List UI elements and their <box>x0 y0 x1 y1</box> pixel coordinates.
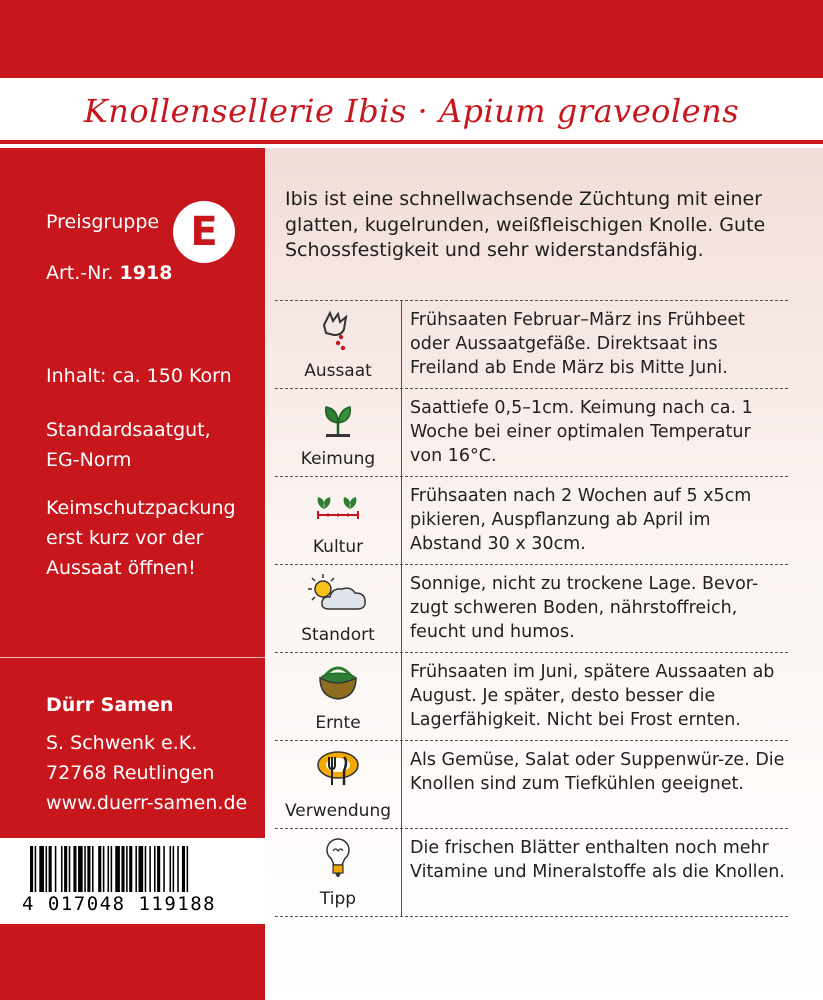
page-title: Knollensellerie Ibis · Apium graveolens <box>83 92 740 130</box>
row-label: Verwendung <box>284 801 392 821</box>
icon-cell <box>275 301 402 388</box>
icon-cell <box>275 653 402 740</box>
icon-cell <box>275 565 402 652</box>
row-label: Tipp <box>319 889 357 909</box>
row-label: Keimung <box>300 449 376 469</box>
barcode-number: 4 017048 119188 <box>22 893 217 915</box>
article-label: Art.-Nr. <box>46 262 114 284</box>
row-text: Die frischen Blätter enthalten noch mehr Vitamine und Mineralstoffe als die Knollen. <box>410 838 785 882</box>
table-row <box>275 828 788 917</box>
row-text: Saattiefe 0,5–1cm. Keimung nach ca. 1 Woche bei einer optimalen Temperatur von 16°C. <box>410 398 753 466</box>
sun-cloud-icon <box>301 571 377 615</box>
company-block <box>46 690 247 818</box>
row-text: Frühsaaten im Juni, spätere Aussaaten ab August. Je später, desto besser die Lagerfähigkeit. Nicht bei Frost ernten. <box>410 662 775 730</box>
icon-cell <box>275 477 402 564</box>
seed-type-line: Standardsaatgut, <box>46 419 211 441</box>
row-text: Als Gemüse, Salat oder Suppenwür-ze. Die Knollen sind zum Tiefkühlen geeignet. <box>410 750 785 794</box>
table-row <box>275 388 788 476</box>
price-group-label: Preisgruppe <box>46 211 160 233</box>
seed-type <box>46 415 211 475</box>
packaging-note <box>46 493 236 583</box>
company-city: 72768 Reutlingen <box>46 762 215 784</box>
note-line: Aussaat öffnen! <box>46 557 196 579</box>
content-info: Inhalt: ca. 150 Korn <box>46 365 232 387</box>
light-bulb-icon <box>316 835 360 879</box>
company-name: Dürr Samen <box>46 694 174 716</box>
barcode-box <box>0 838 265 924</box>
row-label: Standort <box>301 625 375 645</box>
icon-cell <box>275 741 402 828</box>
intro-text: Ibis ist eine schnellwachsende Züchtung mit einer glatten, kugelrunden, weißfleischigen Knolle. Gute Schossfestigkeit und sehr widerstandsfähig. <box>285 188 766 261</box>
row-label: Ernte <box>315 713 361 733</box>
row-text: Frühsaaten nach 2 Wochen auf 5 x5cm pikieren, Auspflanzung ab April im Abstand 30 x 30cm. <box>410 486 752 554</box>
plate-cutlery-icon <box>316 747 360 791</box>
harvest-basket-icon <box>312 659 364 703</box>
row-label: Aussaat <box>304 361 372 381</box>
info-table <box>275 300 788 917</box>
row-text: Sonnige, nicht zu trockene Lage. Bevor-zugt schweren Boden, nährstoffreich, feucht und humos. <box>410 574 759 642</box>
icon-cell <box>275 829 402 916</box>
seedling-icon <box>316 395 360 439</box>
note-line: erst kurz vor der <box>46 527 204 549</box>
note-line: Keimschutzpackung <box>46 497 236 519</box>
seed-type-line: EG-Norm <box>46 449 132 471</box>
company-owner: S. Schwenk e.K. <box>46 732 198 754</box>
table-row <box>275 740 788 828</box>
table-row <box>275 476 788 564</box>
title-bar <box>0 78 823 144</box>
table-row <box>275 564 788 652</box>
sowing-hand-icon <box>316 307 360 351</box>
seedlings-ruler-icon <box>306 483 370 527</box>
row-text: Frühsaaten Februar–März ins Frühbeet oder Aussaatgefäße. Direktsaat ins Freiland ab Ende März bis Mitte Juni. <box>410 310 746 378</box>
company-website[interactable]: www.duerr-samen.de <box>46 792 248 814</box>
price-group-badge: E <box>173 201 235 263</box>
table-row <box>275 652 788 740</box>
table-row <box>275 300 788 388</box>
row-label: Kultur <box>312 537 364 557</box>
article-value: 1918 <box>119 262 173 284</box>
article-number <box>46 262 172 284</box>
top-band <box>0 0 823 78</box>
panel-divider <box>0 657 265 658</box>
icon-cell <box>275 389 402 476</box>
